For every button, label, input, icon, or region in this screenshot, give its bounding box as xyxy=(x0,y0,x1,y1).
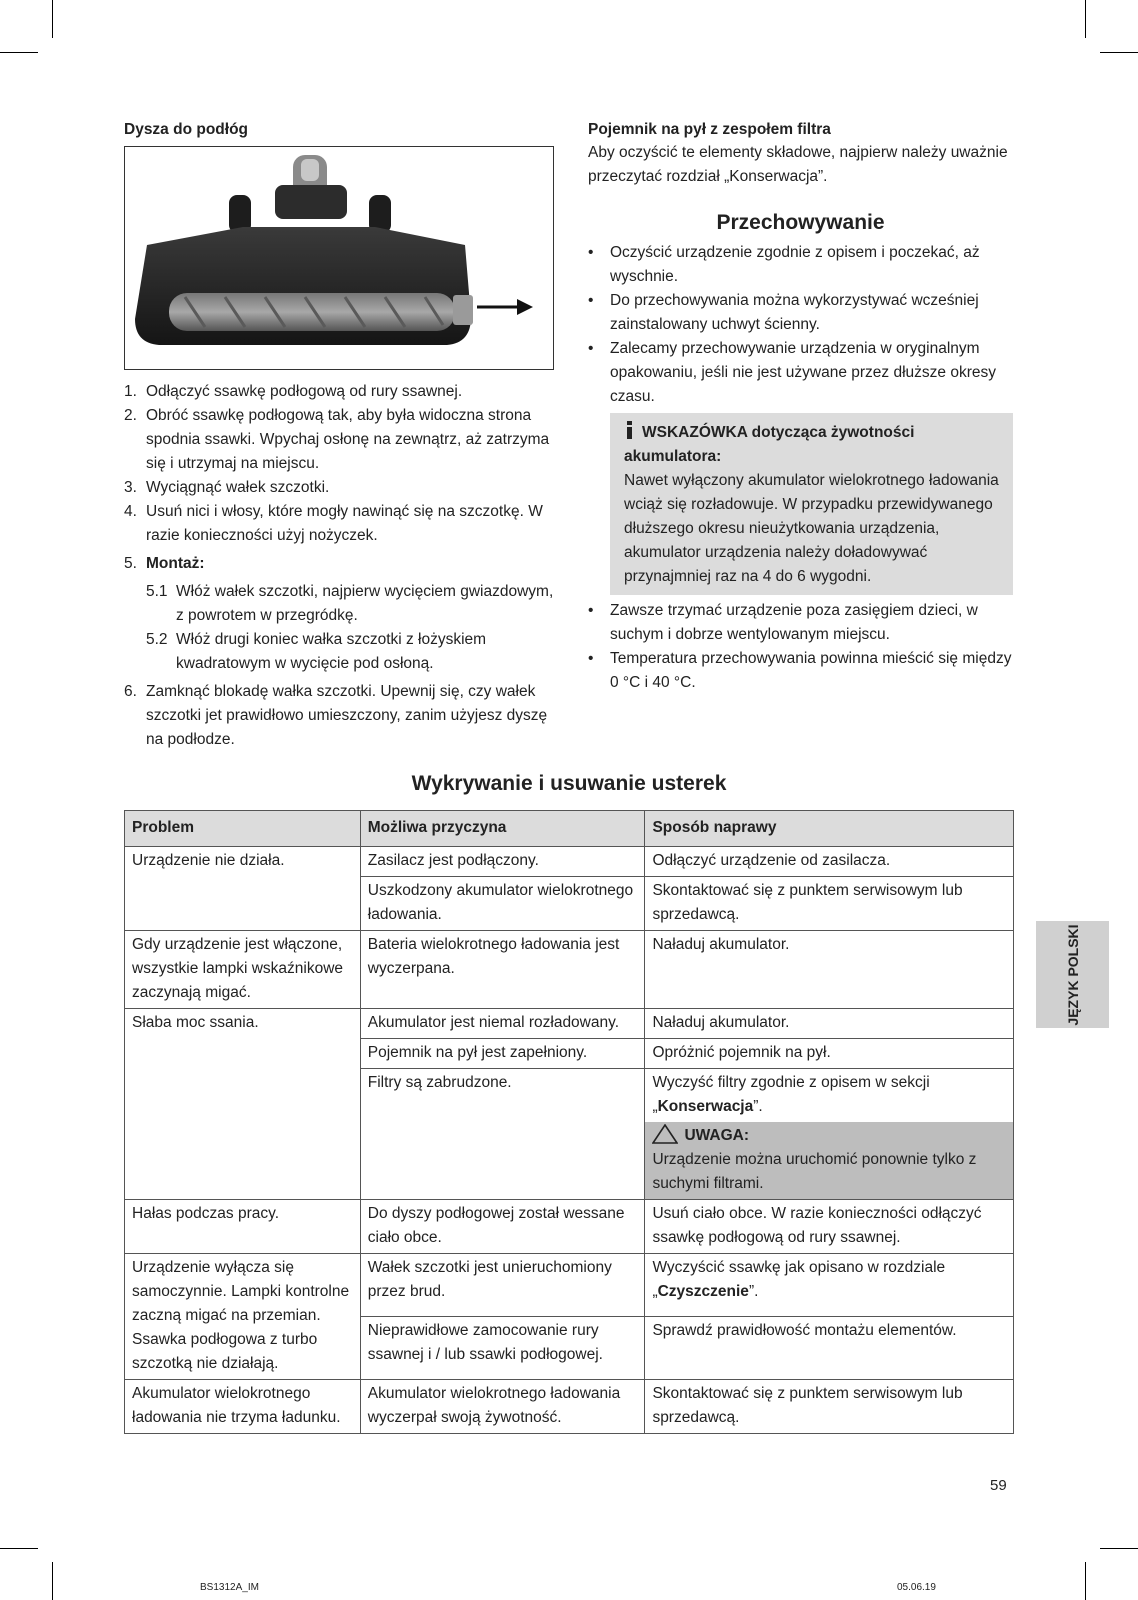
fix-text: ”. xyxy=(753,1098,763,1115)
cause-cell: Zasilacz jest podłączony. xyxy=(360,847,645,877)
cause-cell: Do dyszy podłogowej został wessane ciało obce. xyxy=(360,1200,645,1254)
floor-nozzle-illustration xyxy=(125,147,553,369)
step-number: 2. xyxy=(124,407,137,424)
problem-cell: Akumulator wielokrotnego ładowania nie trzyma ładunku. xyxy=(125,1380,361,1434)
column-header: Możliwa przyczyna xyxy=(360,811,645,847)
troubleshooting-title: Wykrywanie i usuwanie usterek xyxy=(411,772,727,795)
fix-cell xyxy=(645,1069,1014,1123)
footer-doc-id: BS1312A_IM xyxy=(200,1582,259,1593)
list-item xyxy=(124,552,554,576)
substep-number: 5.2 xyxy=(146,631,168,648)
fix-cell: Opróżnić pojemnik na pył. xyxy=(645,1039,1014,1069)
fix-cell: Skontaktować się z punktem serwisowym lub sprzedawcą. xyxy=(645,1380,1014,1434)
fix-cell: Naładuj akumulator. xyxy=(645,931,1014,1009)
cause-cell: Wałek szczotki jest unieruchomiony przez brud. xyxy=(360,1254,645,1317)
fix-text: Wyczyść filtry zgodnie z opisem w sekcji „ xyxy=(652,1074,930,1115)
page-number: 59 xyxy=(990,1477,1007,1494)
left-column xyxy=(124,121,554,752)
fix-text: ”. xyxy=(748,1283,759,1300)
crop-mark xyxy=(1085,0,1086,38)
storage-bullets xyxy=(588,241,1013,409)
step-text: Wyciągnąć wałek szczotki. xyxy=(146,479,330,496)
warning-title-text: UWAGA: xyxy=(684,1127,750,1144)
info-icon xyxy=(624,421,634,439)
crop-mark xyxy=(1085,1562,1086,1600)
battery-note-box xyxy=(610,413,1013,595)
problem-cell: Słaba moc ssania. xyxy=(125,1009,361,1200)
step-text: Obróć ssawkę podłogową tak, aby była widoczna strona spodnia ssawki. Wpychaj osłonę na zewnątrz, aż zatrzyma się i utrzymaj na miejscu. xyxy=(146,407,550,472)
note-title-text: WSKAZÓWKA dotycząca żywotności akumulatora: xyxy=(624,424,915,465)
floor-nozzle-image xyxy=(124,146,554,370)
table-row xyxy=(125,1200,1014,1254)
list-item: • Zalecamy przechowywanie urządzenia w oryginalnym opakowaniu, jeśli nie jest używane przez dłuższe okresy czasu. xyxy=(588,337,1013,409)
fix-cell: Usuń ciało obce. W razie konieczności odłączyć ssawkę podłogową od rury ssawnej. xyxy=(645,1200,1014,1254)
crop-mark xyxy=(1100,1548,1138,1549)
table-row xyxy=(125,1009,1014,1039)
fix-text-bold: Czyszczenie xyxy=(657,1283,749,1300)
list-item xyxy=(124,628,554,676)
dust-container-intro: Aby oczyścić te elementy składowe, najpierw należy uważnie przeczytać rozdział „Konserwacja”. xyxy=(588,144,1008,185)
cause-cell: Filtry są zabrudzone. xyxy=(360,1069,645,1200)
warning-text: Urządzenie można uruchomić ponownie tylko z suchymi filtrami. xyxy=(652,1151,977,1192)
step-number: 5. xyxy=(124,555,137,572)
language-side-tab xyxy=(1036,921,1109,1028)
step-text: Zamknąć blokadę wałka szczotki. Upewnij się, czy wałek szczotki jet prawidłowo umieszczony, zanim użyjesz dyszę na podłodze. xyxy=(146,683,548,748)
column-header: Sposób naprawy xyxy=(645,811,1014,847)
list-item: • Oczyścić urządzenie zgodnie z opisem i poczekać, aż wyschnie. xyxy=(588,241,1013,289)
crop-mark xyxy=(0,52,38,53)
list-item: • Do przechowywania można wykorzystywać wcześniej zainstalowany uchwyt ścienny. xyxy=(588,289,1013,337)
crop-mark xyxy=(0,1548,38,1549)
list-item xyxy=(124,500,554,548)
cause-cell: Akumulator jest niemal rozładowany. xyxy=(360,1009,645,1039)
right-column xyxy=(588,121,1013,695)
note-title xyxy=(624,421,1005,469)
table-header-row xyxy=(125,811,1014,847)
substep-text: Włóż wałek szczotki, najpierw wycięciem gwiazdowym, z powrotem w przegródkę. xyxy=(176,583,554,624)
maintenance-steps xyxy=(124,380,554,576)
note-text: Nawet wyłączony akumulator wielokrotnego ładowania wciąż się rozładowuje. W przypadku przewidywanego dłuższego okresu nieużytkowania urządzenia, akumulator urządzenia należy doładowywać przynajmniej raz na 4 do 6 wygodni. xyxy=(624,472,999,585)
assembly-substeps xyxy=(124,580,554,676)
cause-cell: Uszkodzony akumulator wielokrotnego ładowania. xyxy=(360,877,645,931)
storage-bullets-b xyxy=(588,599,1013,695)
footer-date: 05.06.19 xyxy=(897,1582,936,1593)
maintenance-steps-end xyxy=(124,680,554,752)
list-item xyxy=(124,580,554,628)
storage-title: Przechowywanie xyxy=(716,211,885,234)
list-item: • Zawsze trzymać urządzenie poza zasięgiem dzieci, w suchym i dobrze wentylowanym miejscu. xyxy=(588,599,1013,647)
troubleshooting-table xyxy=(124,810,1014,1434)
step-text: Montaż: xyxy=(146,555,205,572)
list-item: • Temperatura przechowywania powinna mieścić się między 0 °C i 40 °C. xyxy=(588,647,1013,695)
list-item xyxy=(124,380,554,404)
step-number: 1. xyxy=(124,383,137,400)
table-row xyxy=(125,1380,1014,1434)
problem-cell: Hałas podczas pracy. xyxy=(125,1200,361,1254)
list-item xyxy=(124,404,554,476)
fix-cell xyxy=(645,1254,1014,1317)
section-heading-floor-nozzle: Dysza do podłóg xyxy=(124,121,248,138)
problem-cell: Urządzenie nie działa. xyxy=(125,847,361,931)
warning-cell xyxy=(645,1122,1014,1200)
step-number: 3. xyxy=(124,479,137,496)
cause-cell: Pojemnik na pył jest zapełniony. xyxy=(360,1039,645,1069)
substep-text: Włóż drugi koniec wałka szczotki z łożyskiem kwadratowym w wycięcie pod osłoną. xyxy=(176,631,487,672)
crop-mark xyxy=(52,1562,53,1600)
fix-text: Wyczyścić ssawkę jak opisano w rozdziale „ xyxy=(652,1259,946,1300)
language-side-tab-label: JĘZYK POLSKI xyxy=(1064,923,1081,1026)
section-heading-dust-container: Pojemnik na pył z zespołem filtra xyxy=(588,121,831,138)
substep-number: 5.1 xyxy=(146,583,168,600)
step-text: Usuń nici i włosy, które mogły nawinąć się na szczotkę. W razie konieczności użyj nożyczek. xyxy=(146,503,543,544)
step-number: 4. xyxy=(124,503,137,520)
warning-triangle-icon xyxy=(652,1124,678,1144)
list-item xyxy=(124,680,554,752)
fix-cell: Naładuj akumulator. xyxy=(645,1009,1014,1039)
list-item xyxy=(124,476,554,500)
table-row xyxy=(125,931,1014,1009)
crop-mark xyxy=(1100,52,1138,53)
crop-mark xyxy=(52,0,53,38)
problem-cell: Gdy urządzenie jest włączone, wszystkie lampki wskaźnikowe zaczynają migać. xyxy=(125,931,361,1009)
step-number: 6. xyxy=(124,683,137,700)
cause-cell: Nieprawidłowe zamocowanie rury ssawnej i / lub ssawki podłogowej. xyxy=(360,1317,645,1380)
warning-title xyxy=(652,1124,1006,1148)
column-header: Problem xyxy=(125,811,361,847)
fix-text-bold: Konserwacja xyxy=(657,1098,754,1115)
step-text: Odłączyć ssawkę podłogową od rury ssawnej. xyxy=(146,383,463,400)
problem-cell: Urządzenie wyłącza się samoczynnie. Lampki kontrolne zaczną migać na przemian. Ssawka podłogowa z turbo szczotką nie działają. xyxy=(125,1254,361,1380)
table-row xyxy=(125,1254,1014,1317)
cause-cell: Bateria wielokrotnego ładowania jest wyczerpana. xyxy=(360,931,645,1009)
fix-cell: Sprawdź prawidłowość montażu elementów. xyxy=(645,1317,1014,1380)
fix-cell: Odłączyć urządzenie od zasilacza. xyxy=(645,847,1014,877)
cause-cell: Akumulator wielokrotnego ładowania wyczerpał swoją żywotność. xyxy=(360,1380,645,1434)
fix-cell: Skontaktować się z punktem serwisowym lub sprzedawcą. xyxy=(645,877,1014,931)
table-row xyxy=(125,847,1014,877)
